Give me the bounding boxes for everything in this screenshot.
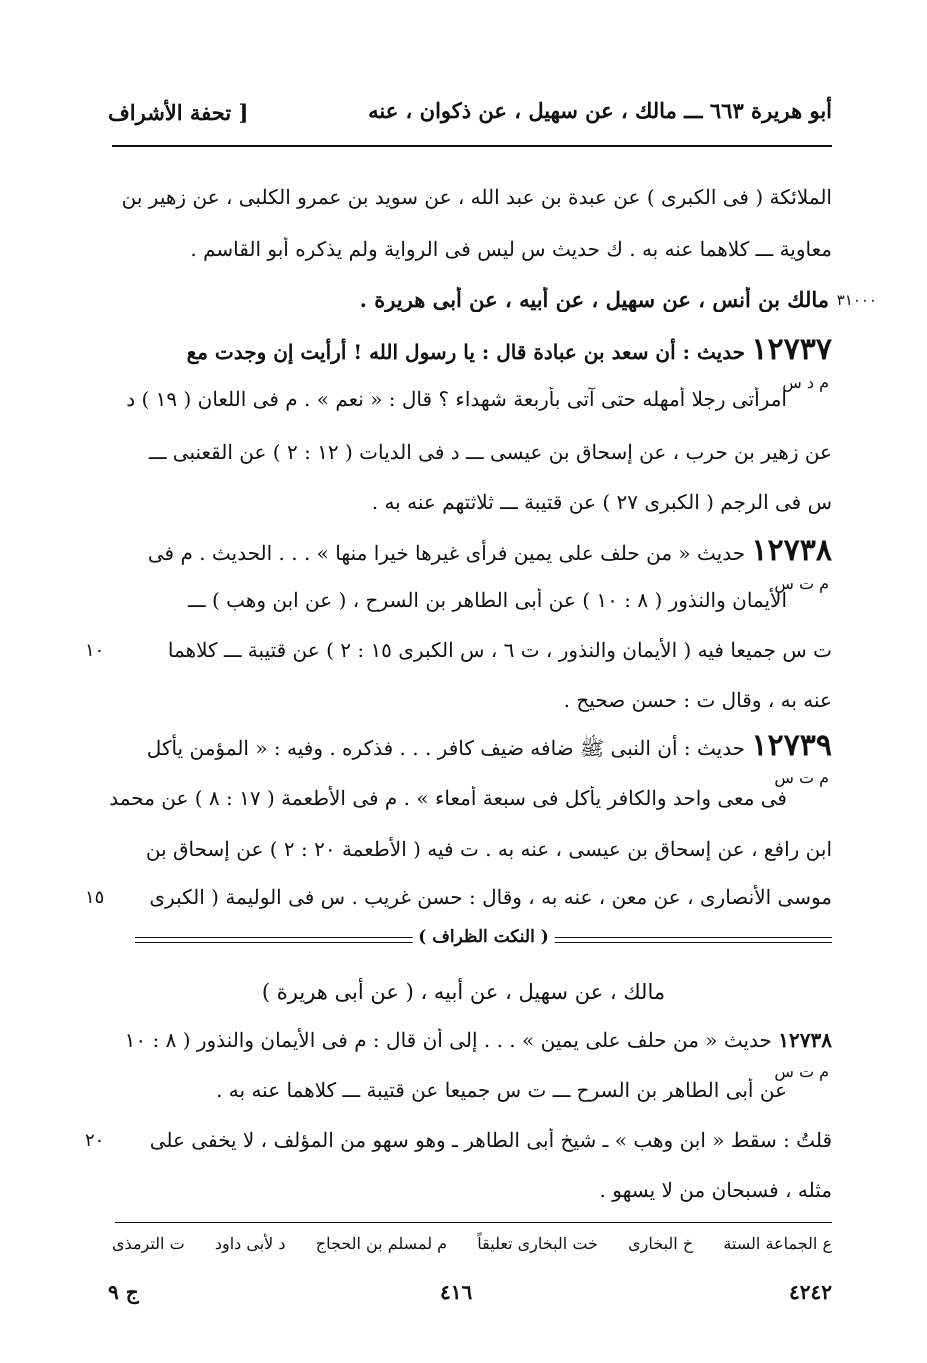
legend-item: خ البخارى	[628, 1234, 694, 1253]
sigla: م ت س	[774, 768, 829, 787]
hadith-number: ١٢٧٣٧	[751, 332, 832, 367]
hadith-12737-line3: عن زهير بن حرب ، عن إسحاق بن عيسى ـــ د فى الديات ( ١٢ : ٢ ) عن القعنبى ـــ	[148, 440, 832, 464]
hadith-number: ١٢٧٣٨	[778, 1028, 832, 1052]
sigla: م د س	[782, 373, 829, 392]
nukat-line4: مثله ، فسبحان من لا يسهو .	[599, 1178, 832, 1202]
hadith-number: ١٢٧٣٩	[751, 728, 832, 763]
hadith-12738-line3: ت س جميعا فيه ( الأيمان والنذور ، ت ٦ ، س الكبرى ١٥ : ٢ ) عن قتيبة ـــ كلاهما	[167, 638, 832, 662]
hadith-number: ١٢٧٣٨	[751, 533, 832, 568]
hadith-12738-line1	[105, 533, 832, 568]
hadith-12737-line2: امرأتى رجلا أمهله حتى آتى بأربعة شهداء ؟ قال : « نعم » . م فى اللعان ( ١٩ ) د	[126, 387, 787, 411]
nukat-title: مالك ، عن سهيل ، عن أبيه ، ( عن أبى هريرة )	[261, 980, 666, 1004]
hadith-12738-line2: الأيمان والنذور ( ٨ : ١٠ ) عن أبى الطاهر بن السرح ، ( عن ابن وهب ) ـــ	[188, 588, 787, 612]
text-line: الملائكة ( فى الكبرى ) عن عبدة بن عبد الله ، عن سويد بن عمرو الكلبى ، عن زهير بن	[121, 185, 832, 209]
separator-label: ( النكت الظراف )	[412, 927, 555, 947]
hadith-12737-line1	[105, 332, 832, 367]
hadith-text: حديث : أن سعد بن عبادة قال : يا رسول الله ! أرأيت إن وجدت مع	[186, 340, 746, 364]
hadith-12739-line4: موسى الأنصارى ، عن معن ، عنه به ، وقال : حسن غريب . س فى الوليمة ( الكبرى	[149, 885, 832, 909]
hadith-12739-line1	[105, 728, 832, 765]
legend-item: ع الجماعة الستة	[723, 1234, 832, 1253]
sigla: م ت س	[774, 1062, 829, 1081]
nukat-text: حديث « من حلف على يمين » . . . إلى أن قال : م فى الأيمان والنذور ( ٨ : ١٠	[124, 1028, 772, 1052]
isnad-heading: مالك بن أنس ، عن سهيل ، عن أبيه ، عن أبى هريرة .	[359, 287, 829, 312]
entry-number: ٤٢٤٢	[789, 1280, 832, 1304]
hadith-12739-line2: فى معى واحد والكافر يأكل فى سبعة أمعاء » . م فى الأطعمة ( ١٧ : ٨ ) عن محمد	[109, 786, 787, 810]
text-line: معاوية ـــ كلاهما عنه به . ﻙ حديث س ليس فى الرواية ولم يذكره أبو القاسم .	[190, 237, 832, 261]
hadith-12738-line4: عنه به ، وقال ت : حسن صحيح .	[563, 688, 832, 712]
header-rule	[112, 145, 832, 147]
page-number: ٤١٦	[440, 1280, 473, 1304]
nukat-line3: قلتُ : سقط « ابن وهب » ـ شيخ أبى الطاهر ـ وهو سهو من المؤلف ، لا يخفى على	[149, 1128, 832, 1152]
legend-item: م لمسلم بن الحجاج	[315, 1234, 448, 1253]
running-header-book: [ تحفة الأشراف	[108, 100, 249, 125]
line-number: ١٥	[85, 887, 105, 908]
abbreviations-legend	[112, 1234, 832, 1253]
section-separator	[135, 927, 832, 951]
running-header-title: أبو هريرة ٦٦٣ ـــ مالك ، عن سهيل ، عن ذكوان ، عنه	[368, 98, 832, 123]
volume-number: ج ٩	[108, 1280, 139, 1304]
line-number: ١٠	[85, 640, 105, 661]
legend-item: خت البخارى تعليقاً	[477, 1234, 598, 1253]
sigla: م ت س	[774, 574, 829, 593]
nukat-line1	[105, 1028, 832, 1052]
nukat-line2: عن أبى الطاهر بن السرح ـــ ت س جميعا عن قتيبة ـــ كلاهما عنه به .	[216, 1078, 787, 1102]
legend-item: د لأبى داود	[214, 1234, 286, 1253]
footer-rule	[115, 1222, 832, 1223]
legend-item: ت الترمذى	[112, 1234, 185, 1253]
line-number: ٢٠	[85, 1130, 105, 1151]
hadith-text: حديث : أن النبى ﷺ ضافه ضيف كافر . . . فذكره . وفيه : « المؤمن يأكل	[146, 736, 746, 760]
hadith-12737-line4: س فى الرجم ( الكبرى ٢٧ ) عن قتيبة ـــ ثلاثتهم عنه به .	[371, 490, 832, 514]
record-number: ٣١٠٠٠	[836, 291, 877, 309]
hadith-text: حديث « من حلف على يمين فرأى غيرها خيرا منها » . . . الحديث . م فى	[147, 541, 746, 565]
hadith-12739-line3: ابن رافع ، عن إسحاق بن عيسى ، عنه به . ت فيه ( الأطعمة ٢٠ : ٢ ) عن إسحاق بن	[145, 837, 832, 861]
